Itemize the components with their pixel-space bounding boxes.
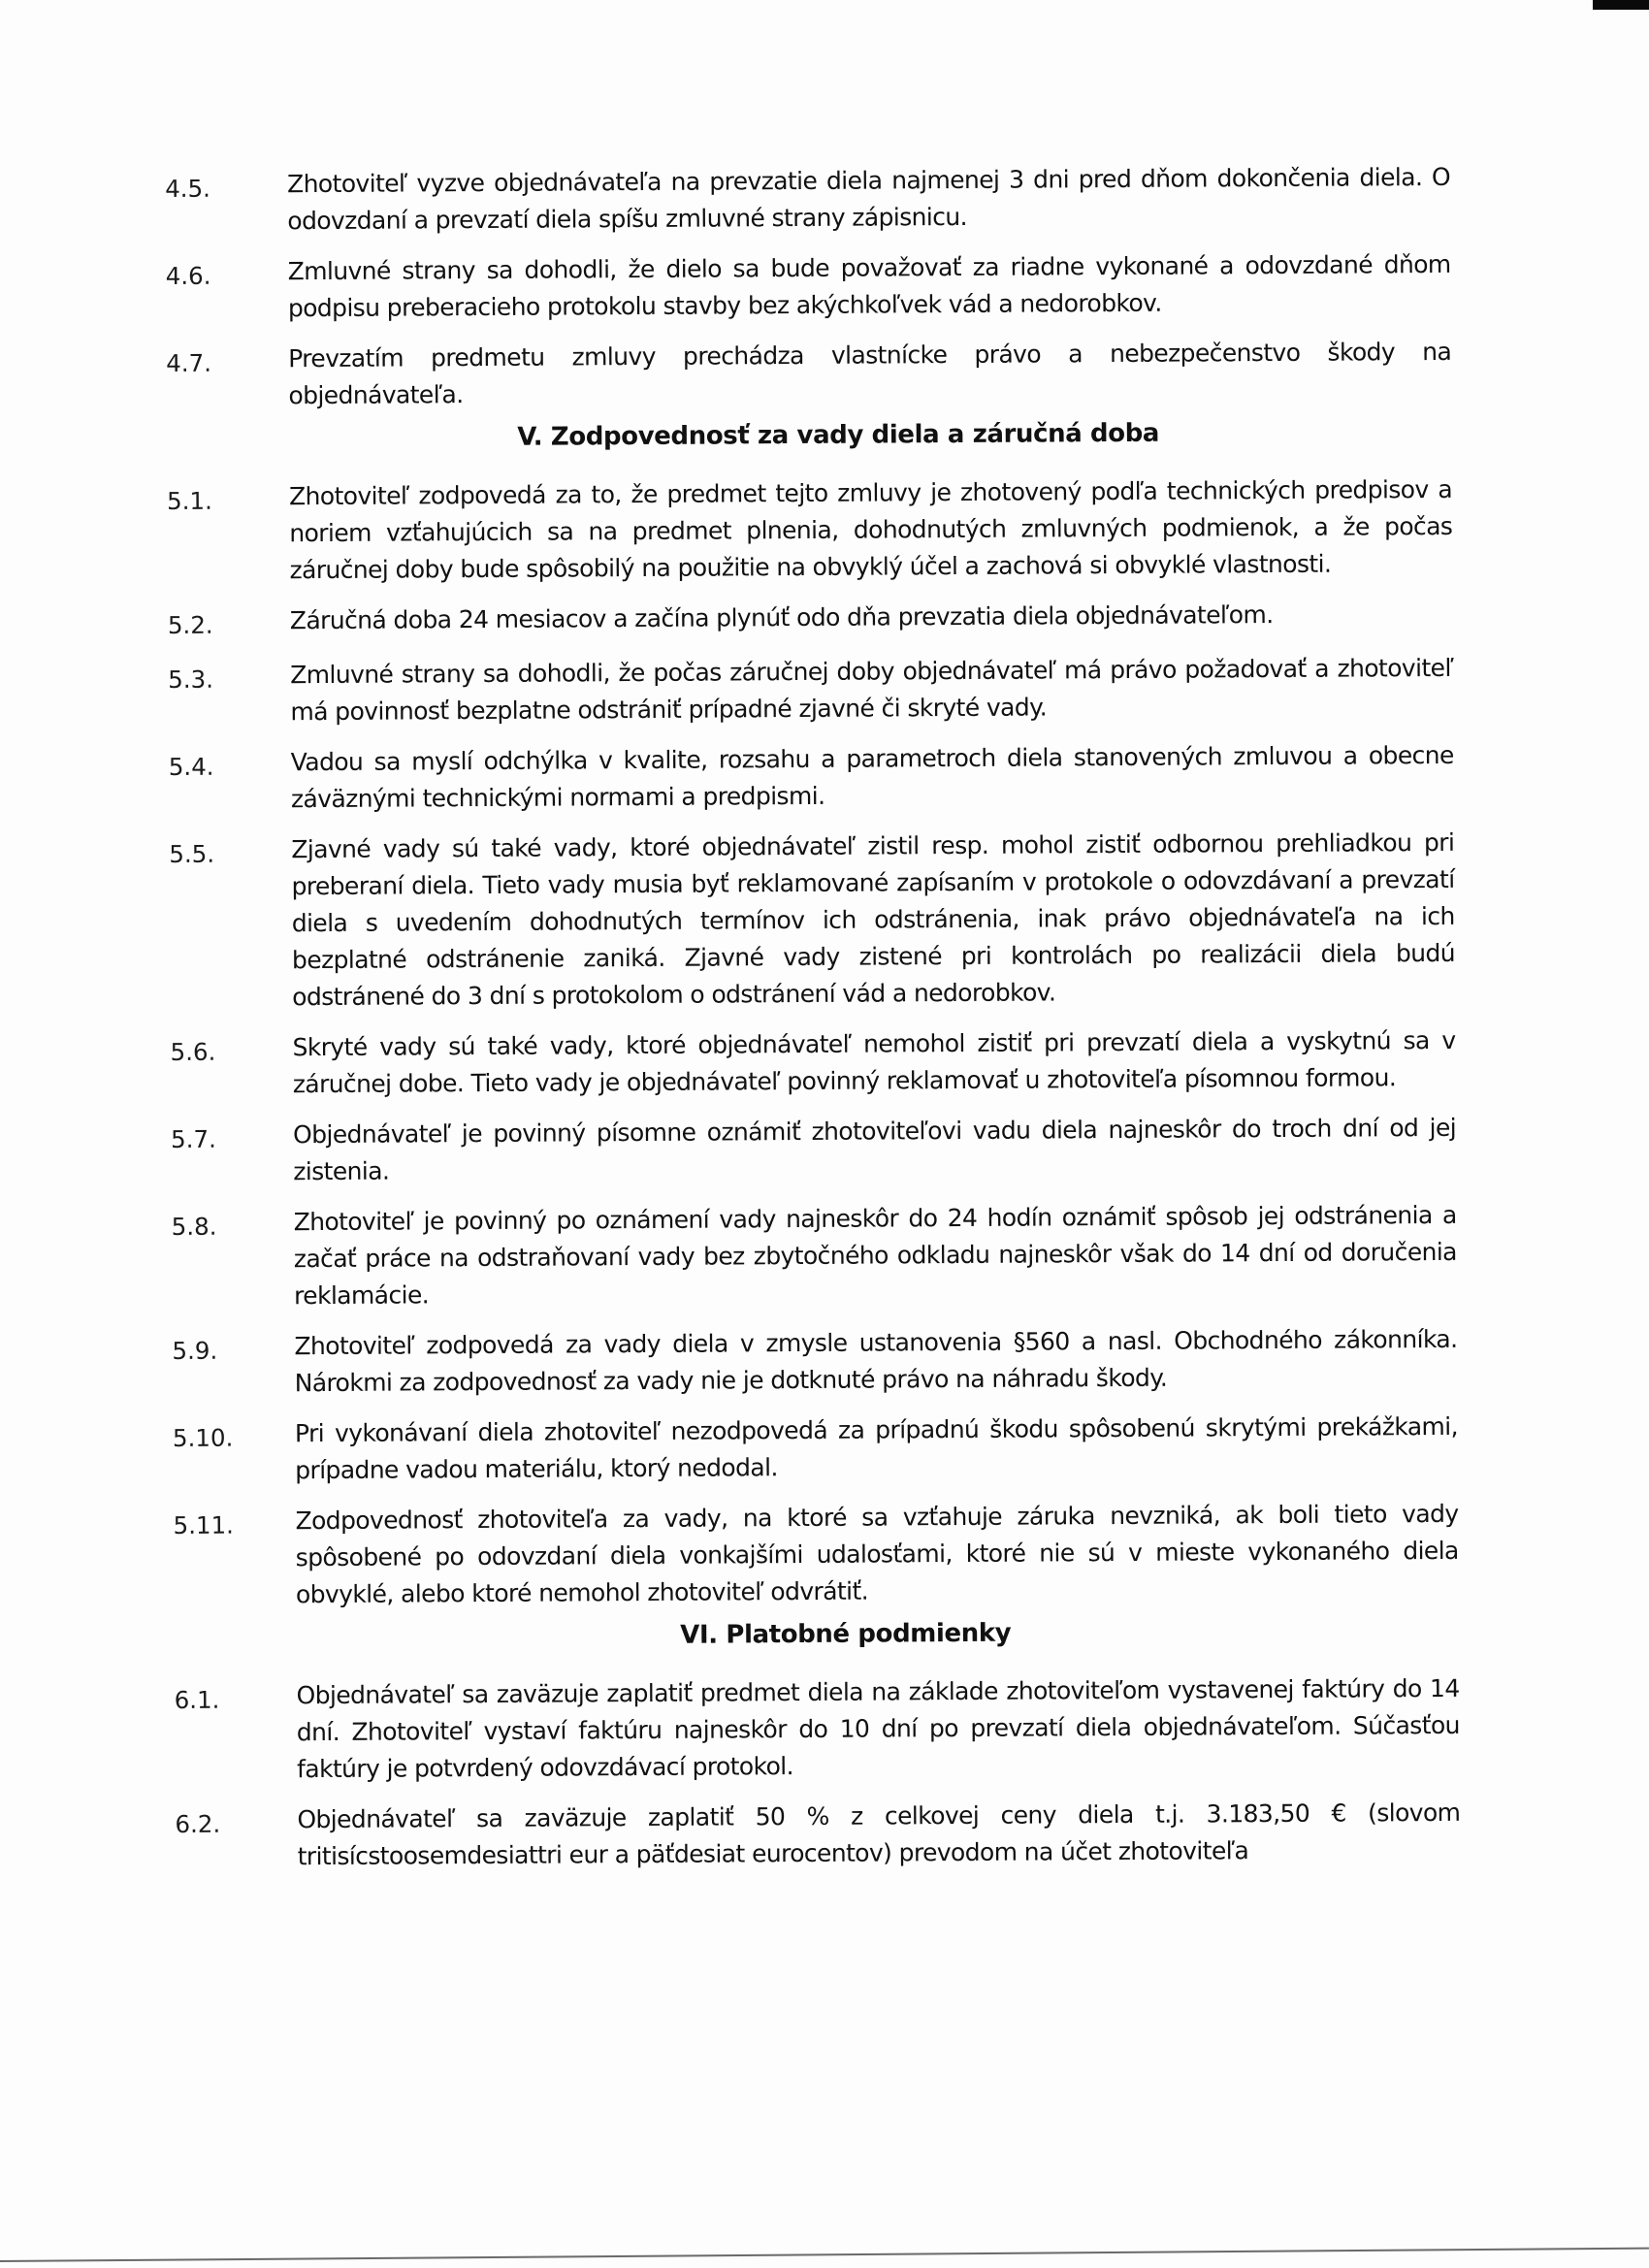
clause-number: 6.1. (174, 1685, 220, 1714)
clause-5-5 (169, 825, 1455, 1017)
clause-text: Zmluvné strany sa dohodli, že dielo sa bude považovať za riadne vykonané a odovzdané dňom podpisu preberacieho protokolu stavby bez akýchkoľvek vád a nedorobkov. (287, 249, 1451, 323)
clause-text: Objednávateľ je povinný písomne oznámiť zhotoviteľovi vadu diela najneskôr do troch dní od jej zistenia. (293, 1113, 1457, 1186)
clause-number: 5.5. (169, 839, 215, 868)
clause-text: Zhotoviteľ zodpovedá za to, že predmet tejto zmluvy je zhotovený podľa technických predpisov a noriem vzťahujúcich sa na predmet plnenia, dohodnutých zmluvných podmienok, a že počas záručnej doby bude spôsobilý na použitie na obvyklý účel a zachová si obvyklé vlastnosti. (288, 474, 1453, 585)
document-body (165, 159, 1461, 1890)
clause-text: Záručná doba 24 mesiacov a začína plynúť odo dňa prevzatia diela objednávateľom. (289, 600, 1274, 635)
clause-text: Objednávateľ sa zaväzuje zaplatiť predmet diela na základe zhotoviteľom vystavenej faktúry do 14 dní. Zhotoviteľ vystaví faktúru najneskôr do 10 dní po prevzatí diela objednávateľom. Súčasťou faktúry je potvrdený odovzdávací protokol. (296, 1673, 1460, 1784)
clause-5-10 (173, 1409, 1458, 1490)
section-title-v: V. Zodpovednosť za vady diela a záručná doba (517, 418, 1160, 452)
clause-text: Pri vykonávaní diela zhotoviteľ nezodpovedá za prípadnú škodu spôsobenú skrytými prekážkami, prípadne vadou materiálu, ktorý nedodal. (294, 1411, 1459, 1485)
clause-text: Zhotoviteľ zodpovedá za vady diela v zmysle ustanovenia §560 a nasl. Obchodného zákonníka. Nárokmi za zodpovednosť za vady nie je dotknuté právo na náhradu škody. (294, 1324, 1458, 1398)
clause-4-5 (165, 159, 1450, 241)
clause-5-4 (169, 737, 1454, 819)
clause-text: Skryté vady sú také vady, ktoré objednávateľ nemohol zistiť pri prevzatí diela a vyskytnú sa v záručnej dobe. Tieto vady je objednávateľ povinný reklamovať u zhotoviteľa písomnou formou. (292, 1025, 1456, 1099)
clause-number: 5.11. (173, 1510, 234, 1539)
clause-text: Zmluvné strany sa dohodli, že počas záručnej doby objednávateľ má právo požadovať a zhotoviteľ má povinnosť bezplatne odstrániť prípadné zjavné či skryté vady. (290, 653, 1454, 727)
clause-6-2 (175, 1795, 1460, 1876)
clause-number: 5.9. (172, 1336, 218, 1365)
clause-number: 5.10. (172, 1423, 234, 1452)
clause-5-7 (171, 1110, 1456, 1191)
clause-text: Zodpovednosť zhotoviteľa za vady, na ktoré sa vzťahuje záruka nevzniká, ak boli tieto vady spôsobené po odovzdaní diela vonkajšími udalosťami, ktoré nie sú v mieste vykonaného diela obvyklé, alebo ktoré nemohol zhotoviteľ odvrátiť. (295, 1499, 1459, 1609)
clause-text: Zhotoviteľ vyzve objednávateľa na prevzatie diela najmenej 3 dni pred dňom dokončenia diela. O odovzdaní a prevzatí diela spíšu zmluvné strany zápisnicu. (287, 162, 1451, 236)
clause-number: 5.4. (168, 752, 214, 781)
clause-5-8 (172, 1197, 1458, 1315)
clause-number: 4.5. (165, 174, 210, 203)
clause-number: 6.2. (175, 1809, 221, 1838)
clause-text: Zjavné vady sú také vady, ktoré objednávateľ zistil resp. mohol zistiť odbornou prehliadkou pri preberaní diela. Tieto vady musia byť reklamované zapísaním v protokole o odovzdávaní a prevzatí diela s uvedením dohodnutých termínov ich odstránenia, inak právo objednávateľa na ich bezplatné odstránenie zaniká. Zjavné vady zistené pri kontrolách po realizácii diela budú odstránené do 3 dní s protokolom o odstránení vád a nedorobkov. (291, 827, 1456, 1012)
clause-4-7 (166, 334, 1451, 415)
clause-5-1 (167, 471, 1453, 590)
clause-number: 5.3. (168, 664, 214, 694)
clause-number: 5.8. (171, 1212, 217, 1241)
clause-text: Objednávateľ sa zaväzuje zaplatiť 50 % z celkovej ceny diela t.j. 3.183,50 € (slovom tritisícstoosemdesiattri eur a päťdesiat eurocentov) prevodom na účet zhotoviteľa (297, 1798, 1461, 1871)
clause-4-6 (166, 246, 1451, 328)
clause-number: 5.2. (167, 610, 213, 639)
clause-text: Zhotoviteľ je povinný po oznámení vady najneskôr do 24 hodín oznámiť spôsob jej odstránenia a začať práce na odstraňovaní vady bez zbytočného odkladu najneskôr však do 14 dní od doručenia reklamácie. (293, 1200, 1457, 1311)
clause-5-9 (172, 1321, 1457, 1403)
scan-corner-mark (1593, 0, 1649, 10)
page-bottom-edge (0, 2248, 1649, 2262)
clause-text: Prevzatím predmetu zmluvy prechádza vlastnícke právo a nebezpečenstvo škody na objednávateľa. (288, 337, 1452, 410)
clause-number: 5.6. (170, 1037, 216, 1066)
clause-5-2 (168, 596, 1453, 644)
clause-5-3 (168, 650, 1453, 731)
section-title-vi: VI. Platobné podmienky (680, 1618, 1012, 1650)
clause-5-11 (173, 1496, 1459, 1614)
clause-6-1 (175, 1670, 1461, 1789)
clause-5-6 (170, 1022, 1455, 1104)
clause-number: 5.7. (171, 1124, 216, 1153)
clause-number: 5.1. (167, 486, 212, 515)
clause-text: Vadou sa myslí odchýlka v kvalite, rozsahu a parametroch diela stanovených zmluvou a obecne záväznými technickými normami a predpismi. (290, 740, 1454, 814)
clause-number: 4.7. (166, 348, 212, 377)
clause-number: 4.6. (165, 261, 211, 290)
